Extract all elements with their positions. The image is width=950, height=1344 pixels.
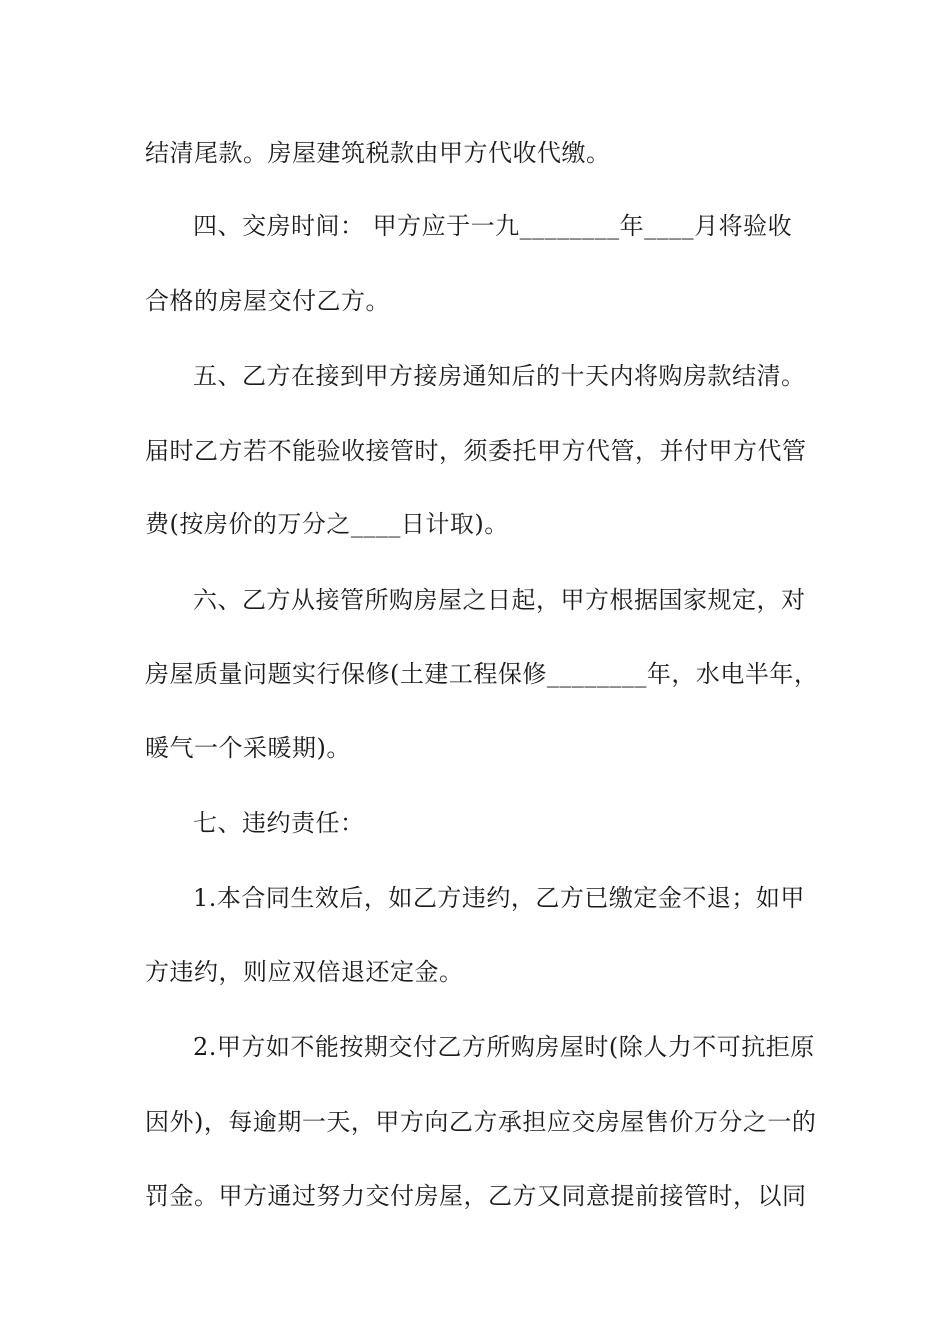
section-six-heading: 六、乙方从接管所购房屋之日起，甲方根据国家规定，对	[193, 586, 806, 614]
text-line: 届时乙方若不能验收接管时，须委托甲方代管，并付甲方代管	[145, 437, 807, 465]
text-line: 费(按房价的万分之____日计取)。	[145, 510, 509, 538]
text-line: 结清尾款。房屋建筑税款由甲方代收代缴。	[145, 139, 611, 167]
text-line: 房屋质量问题实行保修(土建工程保修________年，水电半年，	[145, 660, 819, 688]
text-line: 合格的房屋交付乙方。	[145, 287, 390, 315]
section-seven-heading: 七、违约责任：	[193, 809, 365, 837]
text-line: 暖气一个采暖期)。	[145, 734, 351, 762]
text-line: 方违约，则应双倍退还定金。	[145, 958, 464, 986]
clause-two: 2.甲方如不能按期交付乙方所购房屋时(除人力不可抗拒原	[193, 1033, 815, 1061]
section-four-heading: 四、交房时间： 甲方应于一九________年____月将验收	[193, 212, 793, 240]
section-five-heading: 五、乙方在接到甲方接房通知后的十天内将购房款结清。	[193, 362, 806, 390]
text-line: 因外)，每逾期一天，甲方向乙方承担应交房屋售价万分之一的	[145, 1108, 817, 1136]
clause-one: 1.本合同生效后，如乙方违约，乙方已缴定金不退；如甲	[193, 884, 805, 912]
text-line: 罚金。甲方通过努力交付房屋，乙方又同意提前接管时，以同	[145, 1182, 807, 1210]
